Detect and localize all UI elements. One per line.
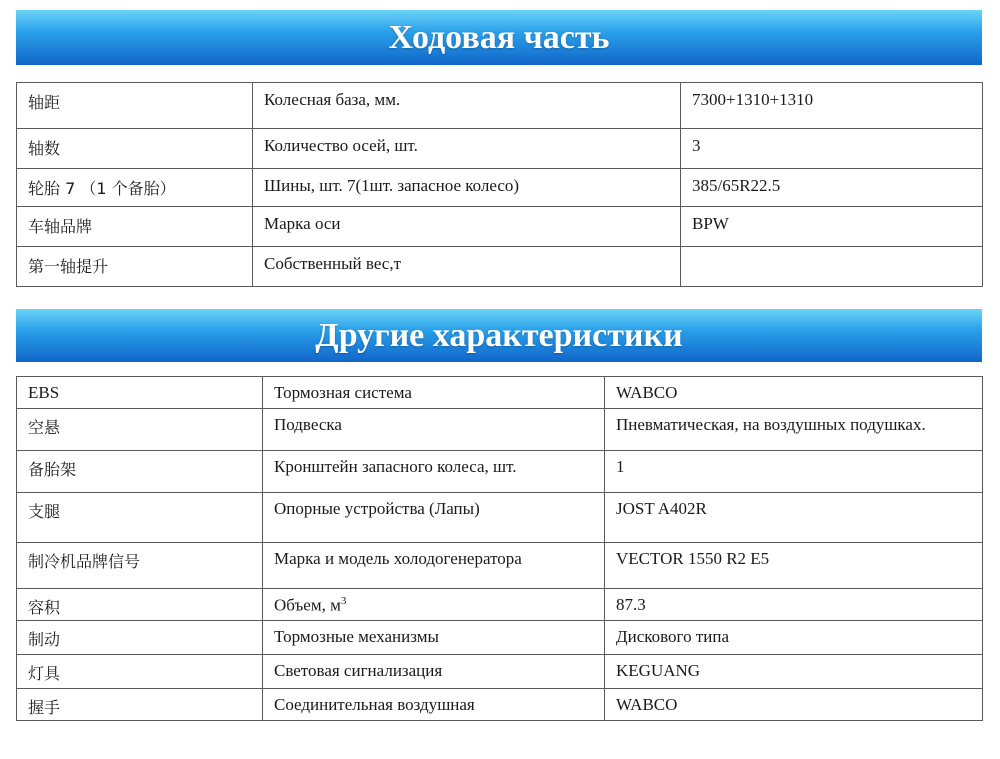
cell-ru: Опорные устройства (Лапы) bbox=[263, 493, 605, 543]
cell-zh: 备胎架 bbox=[17, 451, 263, 493]
volume-label: Объем, м bbox=[274, 595, 341, 615]
cell-zh: 容积 bbox=[17, 589, 263, 621]
cell-ru bbox=[263, 589, 605, 621]
cell-ru: Собственный вес,т bbox=[253, 247, 681, 287]
cell-value: 1 bbox=[605, 451, 983, 493]
cell-zh: 握手 bbox=[17, 689, 263, 721]
cell-zh: 轴数 bbox=[17, 129, 253, 169]
cell-zh: 制动 bbox=[17, 621, 263, 655]
volume-unit-superscript: 3 bbox=[340, 595, 347, 607]
cell-value: Пневматическая, на воздушных подушках. bbox=[605, 409, 983, 451]
cell-value: WABCO bbox=[605, 689, 983, 721]
table-row bbox=[17, 621, 983, 655]
cell-ru: Соединительная воздушная bbox=[263, 689, 605, 721]
cell-ru: Тормозные механизмы bbox=[263, 621, 605, 655]
table-row bbox=[17, 543, 983, 589]
table-row bbox=[17, 589, 983, 621]
cell-value: BPW bbox=[681, 207, 983, 247]
cell-ru: Тормозная система bbox=[263, 377, 605, 409]
table-row bbox=[17, 83, 983, 129]
cell-value: 3 bbox=[681, 129, 983, 169]
cell-value: 87.3 bbox=[605, 589, 983, 621]
cell-value: JOST A402R bbox=[605, 493, 983, 543]
table-row bbox=[17, 377, 983, 409]
table-row bbox=[17, 493, 983, 543]
cell-zh: 轮胎 7 （1 个备胎） bbox=[17, 169, 253, 207]
cell-ru: Шины, шт. 7(1шт. запасное колесо) bbox=[253, 169, 681, 207]
cell-value bbox=[681, 247, 983, 287]
cell-ru: Подвеска bbox=[263, 409, 605, 451]
cell-ru: Световая сигнализация bbox=[263, 655, 605, 689]
cell-value: KEGUANG bbox=[605, 655, 983, 689]
table-row bbox=[17, 169, 983, 207]
cell-value: Дискового типа bbox=[605, 621, 983, 655]
table-row bbox=[17, 451, 983, 493]
cell-zh: 支腿 bbox=[17, 493, 263, 543]
cell-zh: EBS bbox=[17, 377, 263, 409]
cell-ru: Количество осей, шт. bbox=[253, 129, 681, 169]
cell-ru: Колесная база, мм. bbox=[253, 83, 681, 129]
cell-zh: 空悬 bbox=[17, 409, 263, 451]
cell-ru: Кронштейн запасного колеса, шт. bbox=[263, 451, 605, 493]
cell-ru: Марка оси bbox=[253, 207, 681, 247]
cell-ru: Марка и модель холодогенератора bbox=[263, 543, 605, 589]
table-row bbox=[17, 247, 983, 287]
chassis-spec-table bbox=[16, 82, 983, 287]
table-row bbox=[17, 207, 983, 247]
cell-zh: 第一轴提升 bbox=[17, 247, 253, 287]
cell-value: 7300+1310+1310 bbox=[681, 83, 983, 129]
table-row bbox=[17, 689, 983, 721]
table-row bbox=[17, 129, 983, 169]
cell-zh: 轴距 bbox=[17, 83, 253, 129]
table-row bbox=[17, 409, 983, 451]
cell-zh: 车轴品牌 bbox=[17, 207, 253, 247]
section-title-chassis: Ходовая часть bbox=[16, 10, 982, 65]
cell-zh: 灯具 bbox=[17, 655, 263, 689]
cell-value: 385/65R22.5 bbox=[681, 169, 983, 207]
cell-value: WABCO bbox=[605, 377, 983, 409]
cell-zh: 制冷机品牌信号 bbox=[17, 543, 263, 589]
cell-value: VECTOR 1550 R2 E5 bbox=[605, 543, 983, 589]
other-spec-table bbox=[16, 376, 983, 721]
table-row bbox=[17, 655, 983, 689]
section-title-other: Другие характеристики bbox=[16, 309, 982, 362]
